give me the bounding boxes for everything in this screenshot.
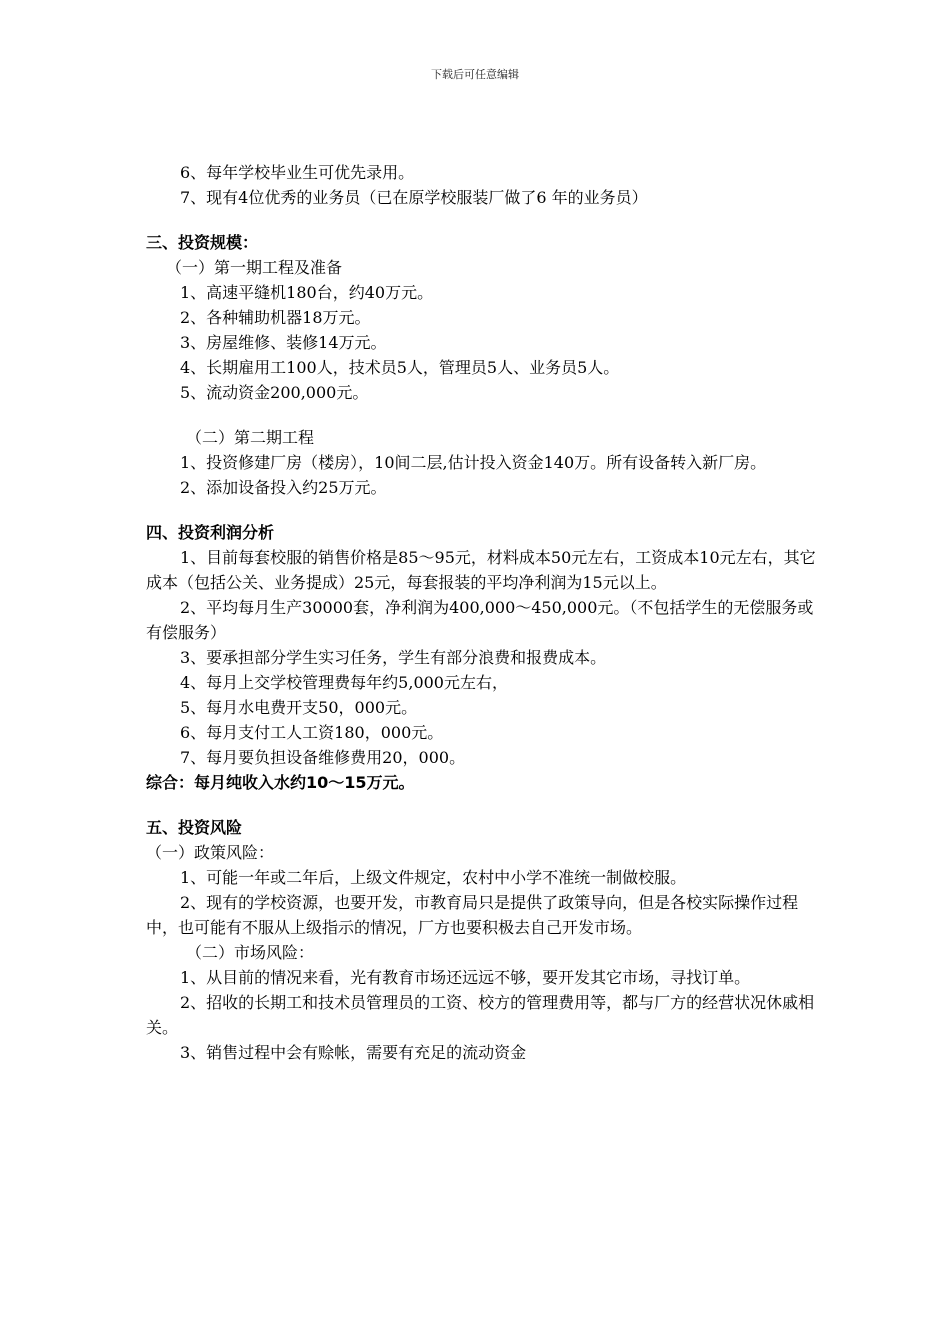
- subsection-heading: （一）政策风险：: [146, 843, 275, 862]
- list-item: 3、房屋维修、装修14万元。: [180, 333, 387, 352]
- list-item: 6、每月支付工人工资180，000元。: [180, 723, 444, 742]
- intro-item: 7、现有4位优秀的业务员（已在原学校服装厂做了6 年的业务员）: [180, 188, 648, 207]
- list-item: 5、流动资金200,000元。: [180, 383, 369, 402]
- intro-item: 6、每年学校毕业生可优先录用。: [180, 163, 415, 182]
- section-heading: 五、投资风险: [146, 818, 243, 837]
- list-item: 1、投资修建厂房（楼房），10间二层,估计投入资金140万。所有设备转入新厂房。: [180, 453, 767, 472]
- section-heading: 四、投资利润分析: [146, 523, 275, 542]
- list-item: 3、要承担部分学生实习任务，学生有部分浪费和报费成本。: [180, 648, 607, 667]
- list-item: 2、招收的长期工和技术员管理员的工资、校方的管理费用等，都与厂方的经营状况休戚相关。: [146, 993, 815, 1037]
- list-item: 2、现有的学校资源，也要开发，市教育局只是提供了政策导向，但是各校实际操作过程中，也可能有不服从上级指示的情况，厂方也要积极去自己开发市场。: [146, 893, 799, 937]
- list-item: 7、每月要负担设备维修费用20，000。: [180, 748, 466, 767]
- list-item: 2、添加设备投入约25万元。: [180, 478, 387, 497]
- list-item: 1、可能一年或二年后，上级文件规定，农村中小学不准统一制做校服。: [180, 868, 687, 887]
- section-heading: 三、投资规模：: [146, 233, 259, 252]
- subsection-heading: （二）市场风险：: [186, 943, 315, 962]
- page-header-note: 下载后可任意编辑: [431, 68, 519, 81]
- summary-line: 综合：每月纯收入水约10～15万元。: [146, 773, 415, 792]
- list-item: 1、高速平缝机180台，约40万元。: [180, 283, 434, 302]
- subsection-heading: （二）第二期工程: [186, 428, 315, 447]
- list-item: 4、长期雇用工100人，技术员5人，管理员5人、业务员5人。: [180, 358, 620, 377]
- list-item: 3、销售过程中会有赊帐，需要有充足的流动资金: [180, 1043, 527, 1062]
- list-item: 1、目前每套校服的销售价格是85～95元，材料成本50元左右，工资成本10元左右，其它成本（包括公关、业务提成）25元，每套报装的平均净利润为15元以上。: [146, 548, 816, 592]
- subsection-heading: （一）第一期工程及准备: [166, 258, 343, 277]
- document-body: [146, 160, 816, 1065]
- list-item: 2、各种辅助机器18万元。: [180, 308, 371, 327]
- list-item: 2、平均每月生产30000套，净利润为400,000～450,000元。（不包括学生的无偿服务或有偿服务）: [146, 598, 814, 642]
- list-item: 4、每月上交学校管理费每年约5,000元左右，: [180, 673, 508, 692]
- list-item: 5、每月水电费开支50，000元。: [180, 698, 418, 717]
- list-item: 1、从目前的情况来看，光有教育市场还远远不够，要开发其它市场，寻找订单。: [180, 968, 751, 987]
